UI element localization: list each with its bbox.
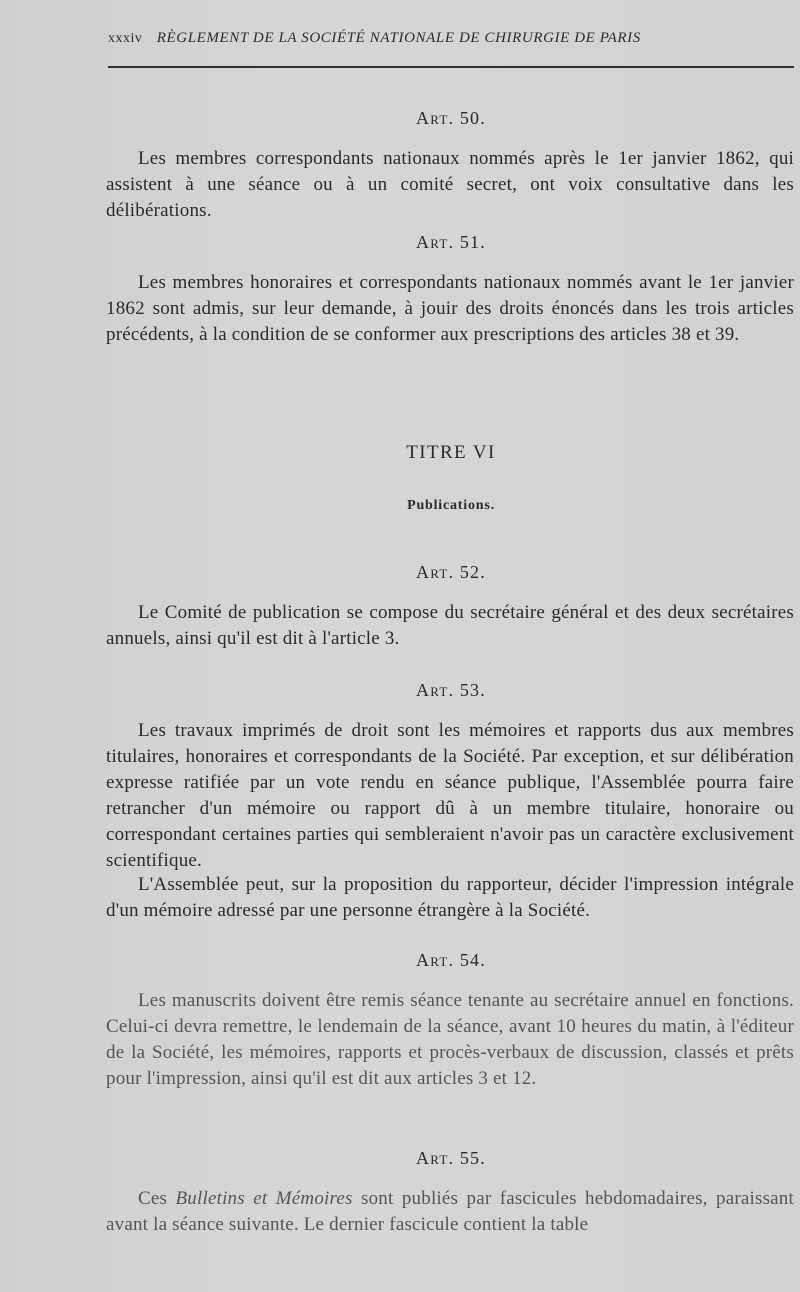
article-52-heading: Art. 52. xyxy=(416,562,486,582)
article-55-text-italic: Bulletins et Mémoires xyxy=(175,1188,353,1209)
article-50-text: Les membres correspondants nationaux nommés après le 1er janvier 1862, qui assistent à une séance ou à un comité secret, ont voix consultative dans les délibérations. xyxy=(106,148,794,221)
article-51-heading: Art. 51. xyxy=(416,232,486,252)
article-53-text-1: Les travaux imprimés de droit sont les mémoires et rapports dus aux membres titulaires, honoraires et correspondants de la Société. Par exception, et sur délibération expresse ratifiée par un vote rendu en séance publique, l'Assemblée pourra faire retrancher d'un mémoire ou rapport dû à un membre titulaire, honoraire ou correspondant certaines parties qui sembleraient n'avoir pas un caractère exclusivement scientifique. xyxy=(106,720,794,871)
article-50-heading: Art. 50. xyxy=(416,108,486,128)
article-54-heading: Art. 54. xyxy=(416,950,486,970)
running-header xyxy=(108,30,788,47)
article-55-heading: Art. 55. xyxy=(416,1148,486,1168)
article-55-text xyxy=(106,1186,794,1238)
article-51-text: Les membres honoraires et correspondants nationaux nommés avant le 1er janvier 1862 sont admis, sur leur demande, à jouir des droits énoncés dans les trois articles précédents, à la condition de se conformer aux prescriptions des articles 38 et 39. xyxy=(106,272,794,345)
running-title: RÈGLEMENT DE LA SOCIÉTÉ NATIONALE DE CHIRURGIE DE PARIS xyxy=(156,30,641,46)
article-55-text-start: Ces xyxy=(138,1188,176,1209)
title-heading: TITRE VI xyxy=(406,442,496,463)
article-53-text-2: L'Assemblée peut, sur la proposition du rapporteur, décider l'impression intégrale d'un mémoire adressé par une personne étrangère à la Société. xyxy=(106,874,794,921)
article-53-heading: Art. 53. xyxy=(416,680,486,700)
header-rule xyxy=(108,66,794,68)
article-52-text: Le Comité de publication se compose du secrétaire général et des deux secrétaires annuels, ainsi qu'il est dit à l'article 3. xyxy=(106,602,794,649)
page-number: xxxiv xyxy=(108,31,143,46)
article-55-text-end: sont publiés par fascicules hebdomadaires, paraissant avant la séance suivante. Le dernier fascicule contient la table xyxy=(106,1188,794,1235)
article-54-text: Les manuscrits doivent être remis séance tenante au secrétaire annuel en fonctions. Celui-ci devra remettre, le lendemain de la séance, avant 10 heures du matin, à l'éditeur de la Société, les mémoires, rapports et procès-verbaux de discussion, classés et prêts pour l'impression, ainsi qu'il est dit aux articles 3 et 12. xyxy=(106,990,794,1089)
section-subheading: Publications. xyxy=(407,498,495,513)
